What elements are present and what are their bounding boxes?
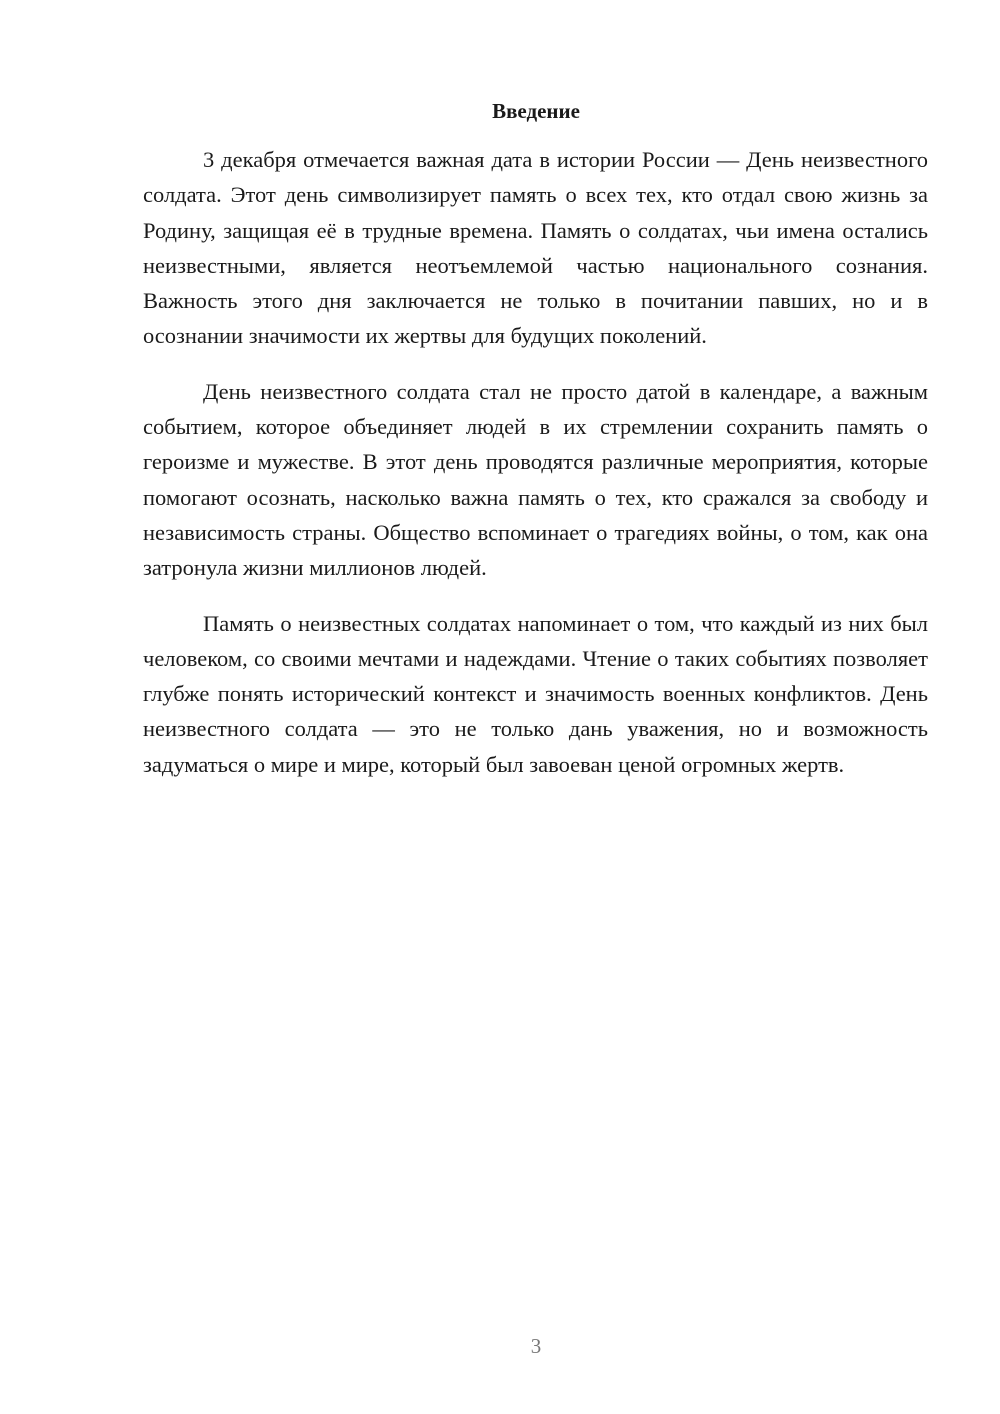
body-text — [143, 142, 928, 802]
section-heading: Введение — [492, 99, 580, 123]
paragraph-3: Память о неизвестных солдатах напоминает о том, что каждый из них был человеком, со своими мечтами и надеждами. Чтение о таких событиях позволяет глубже понять исторический контекст и значимость военных конфликтов. День неизвестного солдата — это не только дань уважения, но и возможность задуматься о мире и мире, который был завоеван ценой огромных жертв. — [143, 610, 928, 777]
page-number: 3 — [530, 1334, 542, 1358]
paragraph-1: 3 декабря отмечается важная дата в истории России — День неизвестного солдата. Этот день символизирует память о всех тех, кто отдал свою жизнь за Родину, защищая её в трудные времена. Память о солдатах, чьи имена остались неизвестными, является неотъемлемой частью национального сознания. Важность этого дня заключается не только в почитании павших, но и в осознании значимости их жертвы для будущих поколений. — [143, 147, 928, 349]
paragraph-2: День неизвестного солдата стал не просто датой в календаре, а важным событием, которое объединяет людей в их стремлении сохранить память о героизме и мужестве. В этот день проводятся различные мероприятия, которые помогают осознать, насколько важна память о тех, кто сражался за свободу и независимость страны. Общество вспоминает о трагедиях войны, о том, как она затронула жизни миллионов людей. — [143, 378, 928, 581]
